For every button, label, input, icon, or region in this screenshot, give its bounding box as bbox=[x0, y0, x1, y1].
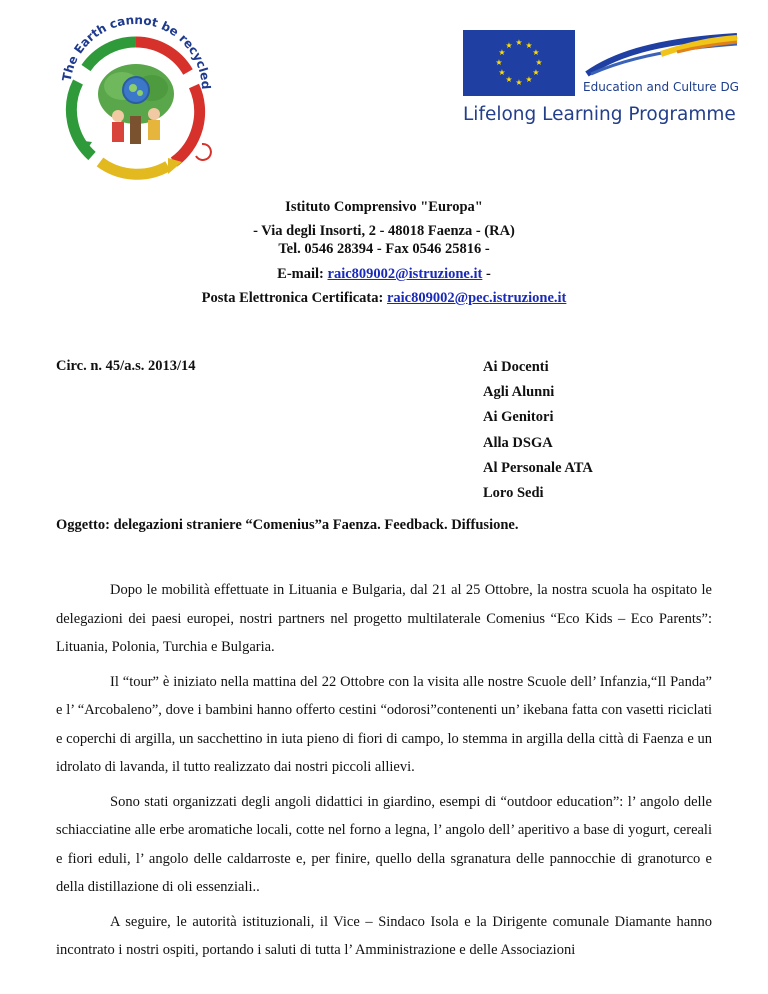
email-suffix: - bbox=[482, 266, 491, 282]
pec-label: Posta Elettronica Certificata: bbox=[201, 290, 387, 306]
recipient: Ai Docenti bbox=[483, 359, 549, 375]
pec-link[interactable]: raic809002@pec.istruzione.it bbox=[386, 290, 567, 306]
svg-text:★: ★ bbox=[498, 68, 506, 77]
svg-text:★: ★ bbox=[515, 78, 523, 87]
svg-text:★: ★ bbox=[535, 58, 543, 67]
svg-text:★: ★ bbox=[525, 75, 533, 84]
project-logo bbox=[56, 12, 216, 188]
email-line bbox=[0, 266, 768, 283]
paragraph: A seguire, le autorità istituzionali, il Vice – Sindaco Isola e la Dirigente comunale Diamante hanno incontrato i nostri ospiti, portando i saluti di tutta l’ Amministrazione e delle Associazioni bbox=[56, 913, 712, 958]
eu-flag-icon bbox=[463, 30, 575, 96]
email-link[interactable]: raic809002@istruzione.it bbox=[327, 266, 483, 282]
circular-number: Circ. n. 45/a.s. 2013/14 bbox=[56, 358, 196, 374]
recipient: Agli Alunni bbox=[483, 384, 555, 401]
recipients-list bbox=[483, 358, 593, 509]
recipient: Ai Genitori bbox=[483, 409, 554, 426]
program-label: Lifelong Learning Programme bbox=[463, 104, 736, 125]
paragraph: Il “tour” è iniziato nella mattina del 22 Ottobre con la visita alle nostre Scuole dell’ Infanzia,“Il Panda” e l’ “Arcobaleno”, dove i bambini hanno offerto cestini “odorosi”contenenti un’ ikebana fatta con vasetti riciclati e coperchi di argilla, un sacchettino in iuta pieno di fiori di campo, lo stemma in argilla della città di Faenza e un idrolato di lavanda, il tutto realizzato dai nostri piccoli allievi. bbox=[56, 673, 712, 775]
school-address: - Via degli Insorti, 2 - 48018 Faenza - (RA) bbox=[253, 223, 515, 239]
svg-text:★: ★ bbox=[505, 75, 513, 84]
subject-line: Oggetto: delegazioni straniere “Comenius”a Faenza. Feedback. Diffusione. bbox=[56, 517, 519, 533]
school-phone: Tel. 0546 28394 - Fax 0546 25816 - bbox=[278, 241, 490, 257]
email-label: E-mail: bbox=[277, 266, 328, 282]
svg-text:The Earth cannot be recycled!: The Earth cannot be recycled bbox=[59, 12, 214, 90]
svg-text:★: ★ bbox=[498, 48, 506, 57]
pec-line bbox=[0, 290, 768, 307]
lifelong-learning-logo bbox=[463, 30, 739, 130]
paragraph: Sono stati organizzati degli angoli didattici in giardino, esempi di “outdoor education”: l’ angolo delle schiacciatine alle erbe aromatiche locali, cotte nel forno a legna, l’ angolo dell’ aperitivo a base di yogurt, cereali e fiori eduli, l’ angolo delle caldarroste e, per finire, quello della sgranatura delle pannocchie di granoturco e della distillazione di oli essenziali.. bbox=[56, 793, 712, 895]
paragraph: Dopo le mobilità effettuate in Lituania e Bulgaria, dal 21 al 25 Ottobre, la nostra scuola ha ospitato le delegazioni dei paesi europei, nostri partners nel progetto multilaterale Comenius “Eco Kids – Eco Parents”: Lituania, Polonia, Turchia e Bulgaria. bbox=[56, 582, 712, 655]
body-text bbox=[56, 576, 712, 971]
recipient: Al Personale ATA bbox=[483, 459, 593, 476]
svg-text:★: ★ bbox=[495, 58, 503, 67]
svg-text:★: ★ bbox=[532, 48, 540, 57]
school-name: Istituto Comprensivo "Europa" bbox=[285, 199, 483, 215]
recipient: Loro Sedi bbox=[483, 484, 544, 501]
svg-text:★: ★ bbox=[532, 68, 540, 77]
svg-text:★: ★ bbox=[505, 41, 513, 50]
dg-wave-icon bbox=[581, 30, 739, 86]
recipient: Alla DSGA bbox=[483, 434, 553, 451]
svg-text:★: ★ bbox=[515, 38, 523, 47]
svg-text:★: ★ bbox=[525, 41, 533, 50]
dg-label: Education and Culture DG bbox=[583, 80, 739, 94]
